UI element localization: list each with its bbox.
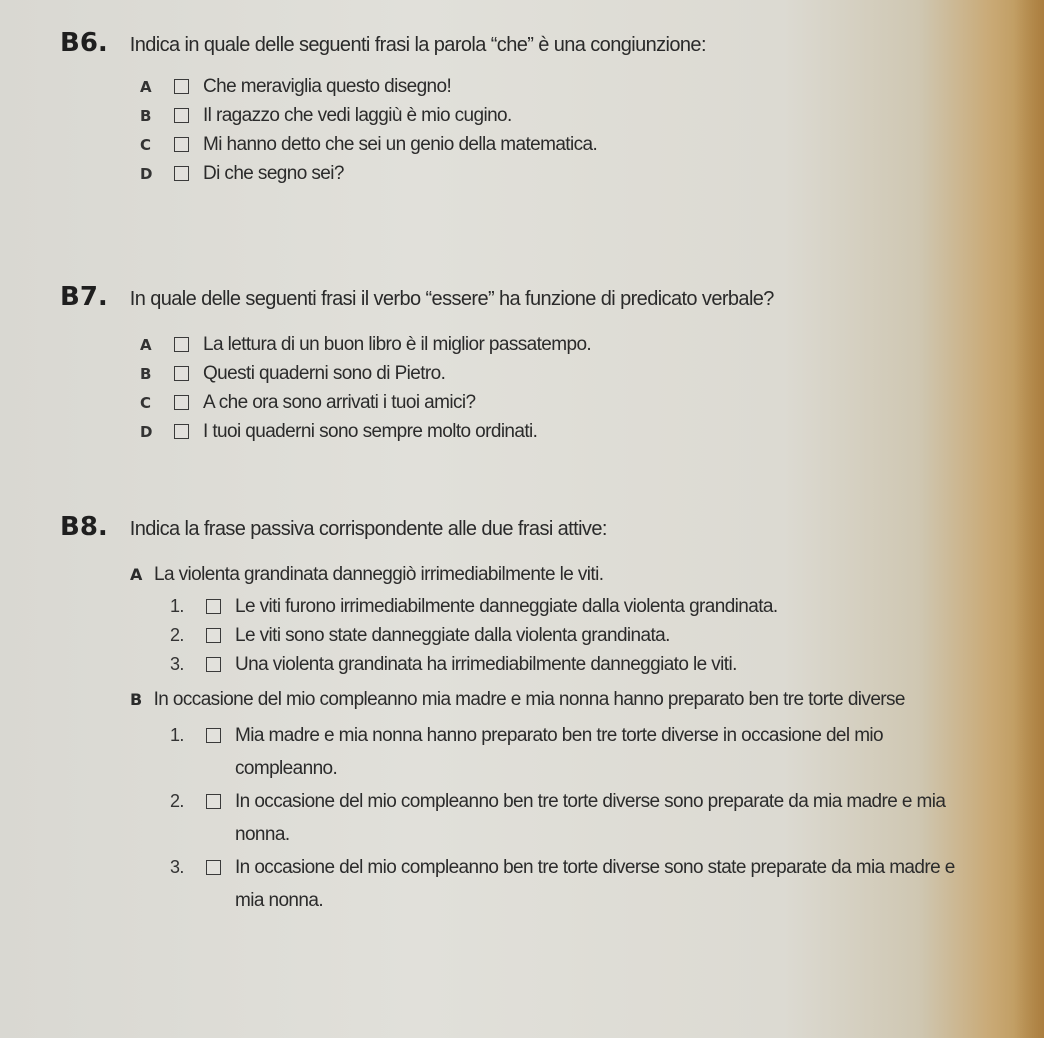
checkbox[interactable] (174, 79, 189, 94)
option-text: Mia madre e mia nonna hanno preparato ben tre torte diverse in occasione del mio compleanno. (235, 725, 884, 779)
part-b-option-2 (170, 785, 980, 851)
part-a-option-3 (170, 650, 980, 679)
part-a-sentence (130, 564, 980, 586)
checkbox[interactable] (174, 366, 189, 381)
page-edge-shadow (1014, 0, 1044, 1038)
option-text: A che ora sono arrivati i tuoi amici? (203, 391, 476, 413)
checkbox[interactable] (206, 794, 221, 809)
part-b-sentence (130, 685, 980, 715)
checkbox[interactable] (174, 395, 189, 410)
checkbox[interactable] (206, 599, 221, 614)
option-letter: A (140, 77, 152, 96)
option-text: Le viti furono irrimediabilmente danneggiate dalla violenta grandinata. (235, 595, 778, 617)
option-number: 3. (170, 857, 184, 877)
option-c (140, 130, 980, 159)
option-d (140, 417, 980, 446)
question-b7 (60, 282, 980, 446)
option-b (140, 101, 980, 130)
option-letter: C (140, 393, 151, 412)
option-d (140, 159, 980, 188)
question-b6 (60, 28, 980, 188)
option-number: 2. (170, 625, 184, 645)
option-text: In occasione del mio compleanno ben tre torte diverse sono preparate da mia madre e mia nonna. (235, 791, 946, 845)
option-letter: D (140, 164, 152, 183)
option-letter: A (140, 335, 152, 354)
option-text: Che meraviglia questo disegno! (203, 75, 452, 97)
checkbox[interactable] (174, 424, 189, 439)
option-number: 3. (170, 654, 184, 674)
option-number: 2. (170, 791, 184, 811)
option-b (140, 359, 980, 388)
option-text: Una violenta grandinata ha irrimediabilmente danneggiato le viti. (235, 653, 737, 675)
checkbox[interactable] (174, 108, 189, 123)
option-letter: B (140, 364, 151, 383)
question-number: B8. (60, 512, 108, 542)
option-text: La lettura di un buon libro è il miglior passatempo. (203, 333, 592, 355)
checkbox[interactable] (206, 728, 221, 743)
option-text: Mi hanno detto che sei un genio della matematica. (203, 133, 598, 155)
checkbox[interactable] (174, 337, 189, 352)
part-letter: B (130, 690, 142, 709)
option-text: I tuoi quaderni sono sempre molto ordinati. (203, 420, 538, 442)
option-a (140, 330, 980, 359)
part-letter: A (130, 565, 142, 584)
checkbox[interactable] (174, 137, 189, 152)
part-a-option-1 (170, 592, 980, 621)
question-b8 (60, 512, 980, 917)
part-a-option-2 (170, 621, 980, 650)
option-text: Le viti sono state danneggiate dalla violenta grandinata. (235, 624, 670, 646)
checkbox[interactable] (206, 657, 221, 672)
option-text: Di che segno sei? (203, 162, 344, 184)
part-b-option-1 (170, 719, 980, 785)
question-text: In quale delle seguenti frasi il verbo “essere” ha funzione di predicato verbale? (129, 288, 774, 310)
option-text: Il ragazzo che vedi laggiù è mio cugino. (203, 104, 512, 126)
checkbox[interactable] (206, 628, 221, 643)
checkbox[interactable] (206, 860, 221, 875)
option-number: 1. (170, 725, 184, 745)
part-text: In occasione del mio compleanno mia madre e mia nonna hanno preparato ben tre torte diverse (153, 689, 905, 710)
question-text: Indica in quale delle seguenti frasi la parola “che” è una congiunzione: (129, 34, 706, 56)
question-text: Indica la frase passiva corrispondente alle due frasi attive: (129, 518, 607, 540)
option-text: Questi quaderni sono di Pietro. (203, 362, 446, 384)
question-number: B6. (60, 28, 108, 58)
option-letter: D (140, 422, 152, 441)
checkbox[interactable] (174, 166, 189, 181)
option-a (140, 72, 980, 101)
option-number: 1. (170, 596, 184, 616)
part-b-option-3 (170, 851, 980, 917)
option-letter: B (140, 106, 151, 125)
option-c (140, 388, 980, 417)
option-text: In occasione del mio compleanno ben tre torte diverse sono state preparate da mia madre e mia nonna. (235, 857, 955, 911)
question-number: B7. (60, 282, 108, 312)
part-text: La violenta grandinata danneggiò irrimediabilmente le viti. (154, 564, 604, 585)
option-letter: C (140, 135, 151, 154)
